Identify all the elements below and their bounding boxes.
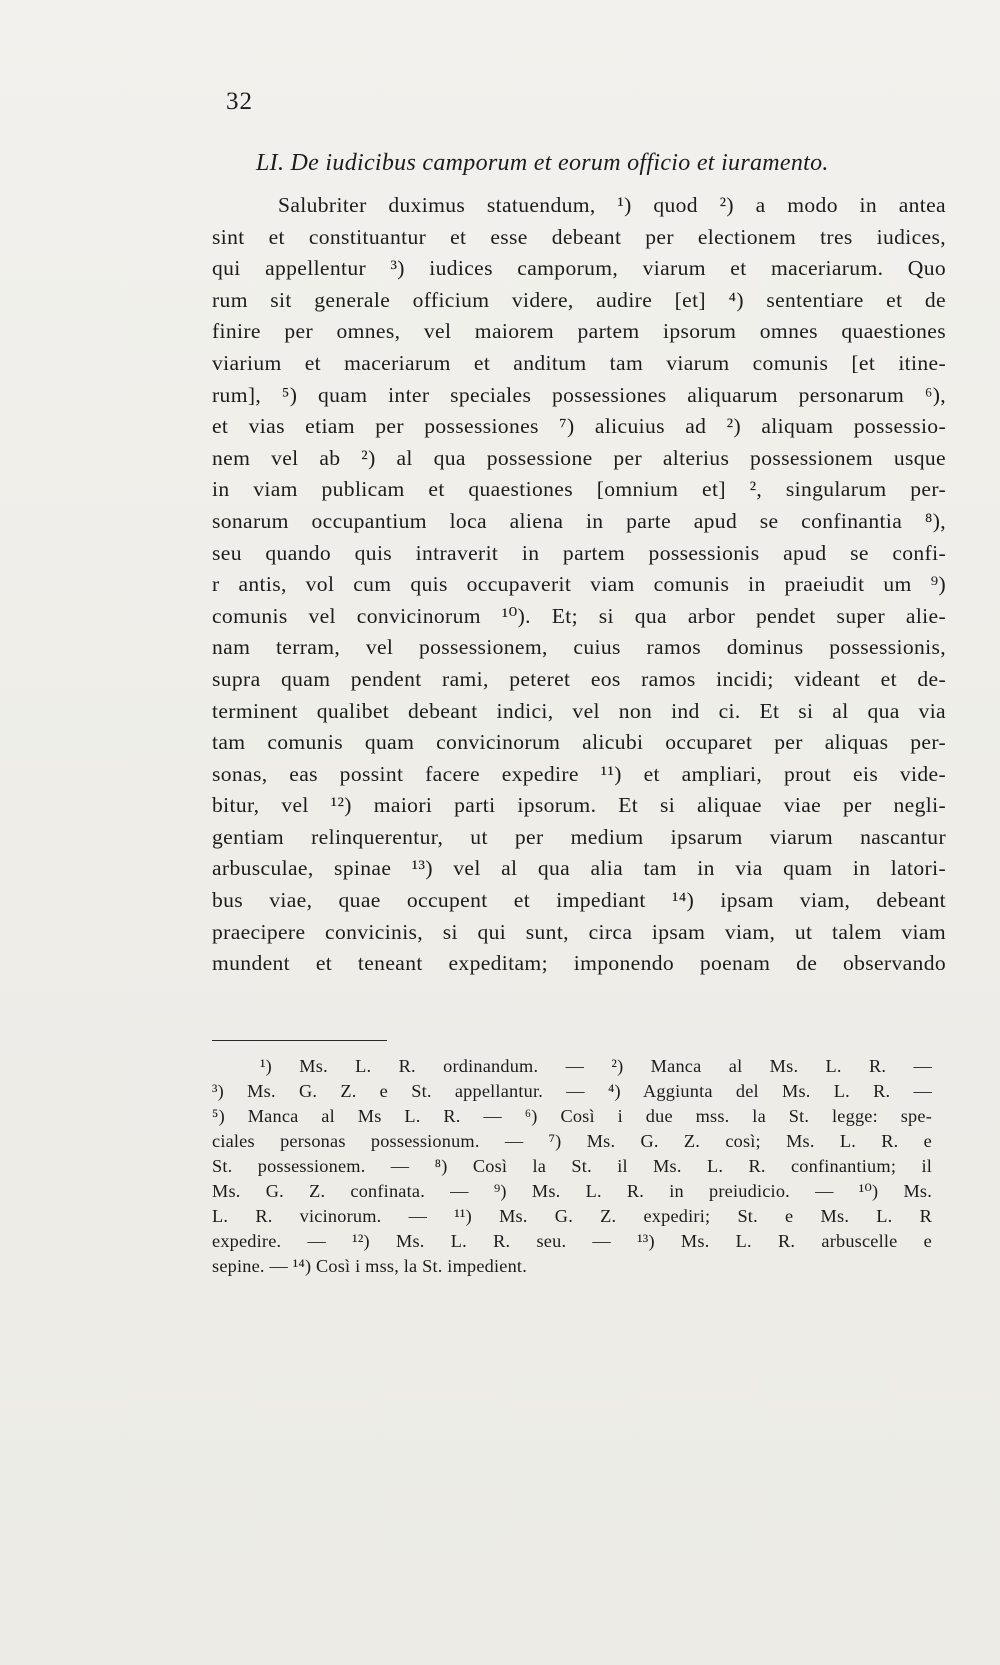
body-line: mundent et teneant expeditam; imponendo poenam de observando [212, 951, 946, 976]
body-line: qui appellentur ³) iudices camporum, viarum et maceriarum. Quo [212, 256, 946, 281]
body-line: rum sit generale officium videre, audire [et] ⁴) sententiare et de [212, 287, 946, 312]
body-line: r antis, vol cum quis occupaverit viam comunis in praeiudit um ⁹) [212, 572, 946, 597]
body-line: terminent qualibet debeant indici, vel non ind ci. Et si al qua via [212, 698, 946, 723]
body-line: bitur, vel ¹²) maiori parti ipsorum. Et si aliquae viae per negli- [212, 793, 946, 818]
page-number: 32 [226, 88, 253, 115]
body-text [212, 190, 946, 980]
body-line: sint et constituantur et esse debeant per electionem tres iudices, [212, 224, 946, 249]
body-line: sonas, eas possint facere expedire ¹¹) et ampliari, prout eis vide- [212, 761, 946, 786]
footnote-line: L. R. vicinorum. — ¹¹) Ms. G. Z. expediri; St. e Ms. L. R [212, 1206, 932, 1226]
chapter-title: LI. De iudicibus camporum et eorum officio et iuramento. [256, 150, 829, 176]
body-line: rum], ⁵) quam inter speciales possessiones aliquarum personarum ⁶), [212, 382, 946, 407]
footnote-line: ciales personas possessionum. — ⁷) Ms. G. Z. così; Ms. L. R. e [212, 1131, 932, 1151]
body-line: finire per omnes, vel maiorem partem ipsorum omnes quaestiones [212, 319, 946, 344]
footnote-line: St. possessionem. — ⁸) Così la St. il Ms. L. R. confinantium; il [212, 1156, 932, 1176]
footnote-line: ¹) Ms. L. R. ordinandum. — ²) Manca al Ms. L. R. — [260, 1056, 932, 1076]
footnotes [212, 1054, 932, 1279]
body-line: arbusculae, spinae ¹³) vel al qua alia tam in via quam in latori- [212, 856, 946, 881]
body-line: tam comunis quam convicinorum alicubi occuparet per aliquas per- [212, 730, 946, 755]
footnote-line: ³) Ms. G. Z. e St. appellantur. — ⁴) Aggiunta del Ms. L. R. — [212, 1081, 932, 1101]
body-line: comunis vel convicinorum ¹⁰). Et; si qua arbor pendet super alie- [212, 603, 946, 628]
body-line: supra quam pendent rami, peteret eos ramos incidi; videant et de- [212, 666, 946, 691]
footnote-line: sepine. — ¹⁴) Così i mss, la St. impedient. [212, 1256, 527, 1276]
body-line: sonarum occupantium loca aliena in parte apud se confinantia ⁸), [212, 508, 946, 533]
body-line: Salubriter duximus statuendum, ¹) quod ²) a modo in antea [278, 193, 946, 217]
body-line: seu quando quis intraverit in partem possessionis apud se confi- [212, 540, 946, 565]
body-line: nam terram, vel possessionem, cuius ramos dominus possessionis, [212, 635, 946, 660]
body-line: praecipere convicinis, si qui sunt, circa ipsam viam, ut talem viam [212, 919, 946, 944]
body-line: bus viae, quae occupent et impediant ¹⁴) ipsam viam, debeant [212, 888, 946, 913]
body-line: nem vel ab ²) al qua possessione per alterius possessionem usque [212, 445, 946, 470]
footnote-line: expedire. — ¹²) Ms. L. R. seu. — ¹³) Ms. L. R. arbuscelle e [212, 1231, 932, 1251]
body-line: et vias etiam per possessiones ⁷) alicuius ad ²) aliquam possessio- [212, 414, 946, 439]
footnote-line: Ms. G. Z. confinata. — ⁹) Ms. L. R. in preiudicio. — ¹⁰) Ms. [212, 1181, 932, 1201]
body-line: in viam publicam et quaestiones [omnium et] ², singularum per- [212, 477, 946, 502]
body-line: gentiam relinquerentur, ut per medium ipsarum viarum nascantur [212, 824, 946, 849]
footnote-line: ⁵) Manca al Ms L. R. — ⁶) Così i due mss. la St. legge: spe- [212, 1106, 932, 1126]
footnote-divider [212, 1040, 387, 1041]
body-line: viarium et maceriarum et anditum tam viarum comunis [et itine- [212, 350, 946, 375]
